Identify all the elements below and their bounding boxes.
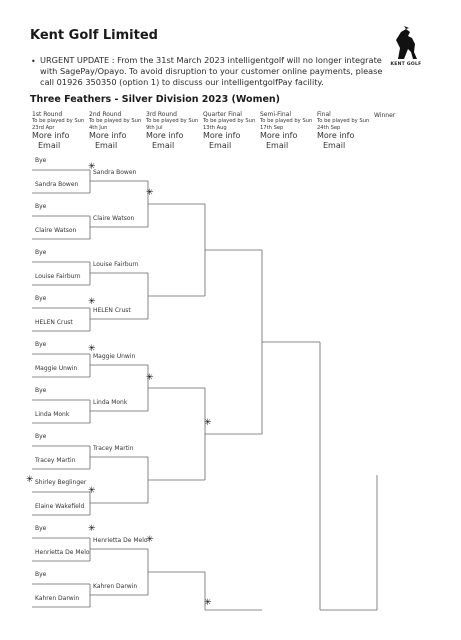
r2-slot-4: HELEN Crust: [93, 307, 131, 314]
r2-slot-7: Tracey Martin: [93, 445, 134, 452]
round-date: 9th Jul: [146, 124, 163, 131]
r1-slot-14: Tracey Martin: [35, 457, 76, 464]
round-play-by: To be played by Sun: [32, 118, 85, 125]
bullet-icon: •: [31, 57, 36, 66]
r2-slot-1: Sandra Bowen: [93, 169, 137, 176]
round-name: Semi-Final: [260, 111, 292, 118]
handwritten-mark: ✳: [204, 418, 212, 428]
round-play-by: To be played by Sun: [203, 118, 256, 125]
more-info-link[interactable]: More info: [32, 130, 70, 140]
more-info-link[interactable]: More info: [260, 130, 298, 140]
email-link[interactable]: Email: [209, 140, 232, 150]
org-title: Kent Golf Limited: [30, 28, 158, 43]
email-link[interactable]: Email: [323, 140, 346, 150]
winner-header: Winner: [374, 112, 396, 119]
handwritten-mark: ✳: [88, 162, 96, 172]
r1-slot-2: Sandra Bowen: [35, 181, 79, 188]
round-date: 13th Aug: [203, 124, 227, 131]
r2-slot-9: Henrietta De Melo: [93, 537, 148, 544]
handwritten-mark: ✳: [88, 486, 96, 496]
more-info-link[interactable]: More info: [203, 130, 241, 140]
round-date: 17th Sep: [260, 124, 284, 131]
r1-slot-20: Kahren Darwin: [35, 595, 80, 602]
round-name: 3rd Round: [146, 111, 177, 118]
more-info-link[interactable]: More info: [89, 130, 127, 140]
r2-slot-2: Claire Watson: [93, 215, 135, 222]
more-info-link[interactable]: More info: [146, 130, 184, 140]
r1-slot-13: Bye: [35, 433, 47, 440]
round-name: 1st Round: [32, 111, 63, 118]
handwritten-mark: ✳: [204, 598, 212, 608]
handwritten-mark: ✳: [26, 475, 34, 485]
email-link[interactable]: Email: [266, 140, 289, 150]
email-link[interactable]: Email: [152, 140, 175, 150]
round-play-by: To be played by Sun: [89, 118, 142, 125]
handwritten-mark: ✳: [88, 524, 96, 534]
r1-slot-19: Bye: [35, 571, 47, 578]
handwritten-mark: ✳: [88, 344, 96, 354]
round-date: 24th Sep: [317, 124, 341, 131]
more-info-link[interactable]: More info: [317, 130, 355, 140]
r1-slot-10: Maggie Unwin: [35, 365, 78, 372]
round-name: Quarter Final: [203, 111, 242, 118]
r1-slot-1: Bye: [35, 157, 47, 164]
r1-slot-7: Bye: [35, 295, 47, 302]
urgent-notice: URGENT UPDATE : From the 31st March 2023 intelligentgolf will no longer integrate with SagePay/Opayo. To avoid disruption to your customer online payments, please call 01926 350350 (option 1) to discuss our intelligentgolfPay facility.: [40, 55, 383, 87]
r1-slot-12: Linda Monk: [35, 411, 70, 418]
r1-slot-15: Shirley Beglinger: [35, 479, 87, 486]
r2-slot-6: Linda Monk: [93, 399, 128, 406]
r1-slot-16: Elaine Wakefield: [35, 503, 85, 510]
email-link[interactable]: Email: [38, 140, 61, 150]
r2-slot-3: Louise Fairburn: [93, 261, 139, 268]
handwritten-mark: ✳: [88, 297, 96, 307]
r1-slot-8: HELEN Crust: [35, 319, 73, 326]
handwritten-mark: ✳: [146, 188, 154, 198]
round-play-by: To be played by Sun: [317, 118, 370, 125]
round-name: 2nd Round: [89, 111, 122, 118]
r1-slot-6: Louise Fairburn: [35, 273, 81, 280]
r1-slot-17: Bye: [35, 525, 47, 532]
r1-slot-4: Claire Watson: [35, 227, 77, 234]
round-name: Final: [317, 111, 331, 118]
handwritten-mark: ✳: [146, 373, 154, 383]
logo-text: KENT GOLF: [390, 62, 422, 67]
r1-slot-11: Bye: [35, 387, 47, 394]
r1-slot-3: Bye: [35, 203, 47, 210]
handwritten-mark: ✳: [146, 535, 154, 545]
round-date: 4th Jun: [89, 124, 108, 131]
r1-slot-9: Bye: [35, 341, 47, 348]
r1-slot-5: Bye: [35, 249, 47, 256]
round-play-by: To be played by Sun: [146, 118, 199, 125]
round-play-by: To be played by Sun: [260, 118, 313, 125]
r2-slot-5: Maggie Unwin: [93, 353, 136, 360]
r1-slot-18: Henrietta De Melo: [35, 549, 90, 556]
round-date: 23rd Apr: [32, 124, 55, 131]
r2-slot-10: Kahren Darwin: [93, 583, 138, 590]
division-title: Three Feathers - Silver Division 2023 (Women): [30, 94, 281, 105]
email-link[interactable]: Email: [95, 140, 118, 150]
